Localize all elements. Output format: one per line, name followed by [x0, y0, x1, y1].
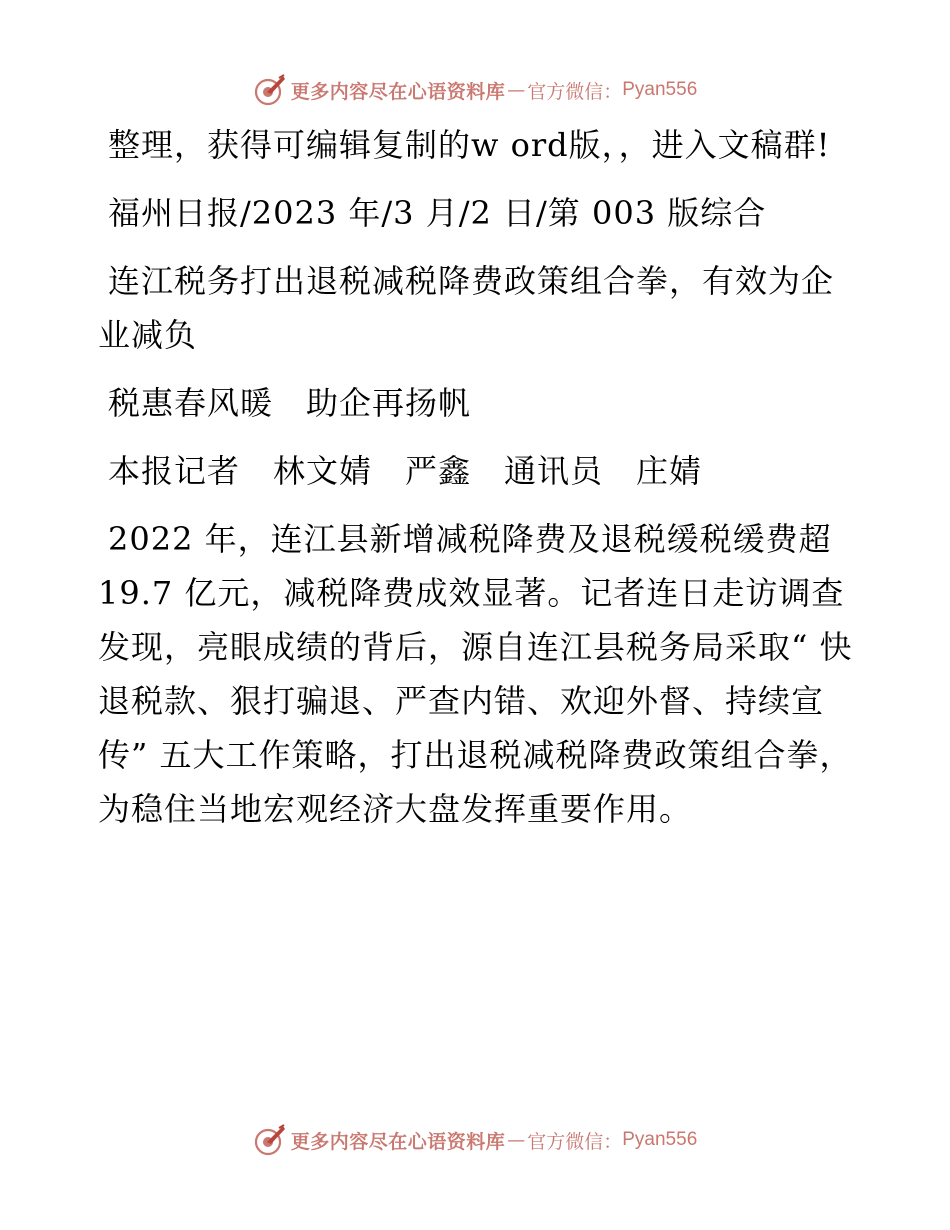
- intro-text: 整理，获得可编辑复制的w ord版，，进入文稿群!: [108, 126, 831, 164]
- watermark-text: 更多内容尽在心语资料库: [290, 1130, 506, 1153]
- header-watermark: [0, 70, 950, 110]
- intro-paragraph: [98, 118, 858, 172]
- watermark-wechat-label: 官方微信：: [527, 1130, 623, 1153]
- byline: [98, 444, 858, 498]
- byline-text: 本报记者 林文婧 严鑫 通讯员 庄婧: [108, 452, 703, 490]
- watermark-wechat-label: 官方微信：: [527, 80, 623, 103]
- document-body: [98, 118, 858, 850]
- quill-seal-icon: [253, 1123, 287, 1157]
- watermark-wechat-id: Pyan556: [622, 1129, 698, 1150]
- quill-seal-icon: [253, 73, 287, 107]
- article-headline: [98, 254, 858, 362]
- watermark-dash: —: [507, 1129, 526, 1151]
- article-subheadline: [98, 376, 858, 430]
- footer-watermark: [0, 1120, 950, 1160]
- subheadline-text: 税惠春风暖 助企再扬帆: [108, 384, 472, 422]
- watermark-dash: —: [507, 79, 526, 101]
- source-text: 福州日报/2023 年/3 月/2 日/第 003 版综合: [108, 194, 767, 232]
- watermark-text: 更多内容尽在心语资料库: [290, 80, 506, 103]
- headline-text: 连江税务打出退税减税降费政策组合拳，有效为企业减负: [98, 262, 835, 354]
- body-text: 2022 年，连江县新增减税降费及退税缓税缓费超 19.7 亿元，减税降费成效显著。记者连日走访调查发现，亮眼成绩的背后，源自连江县税务局采取“ 快退税款、狠打骗退、严查内错、欢迎外督、持续宣传” 五大工作策略，打出退税减税降费政策组合拳，为稳住当地宏观经济大盘发挥重要作用。: [98, 520, 853, 828]
- source-line: [98, 186, 858, 240]
- body-paragraph: [98, 512, 858, 836]
- watermark-wechat-id: Pyan556: [622, 79, 698, 100]
